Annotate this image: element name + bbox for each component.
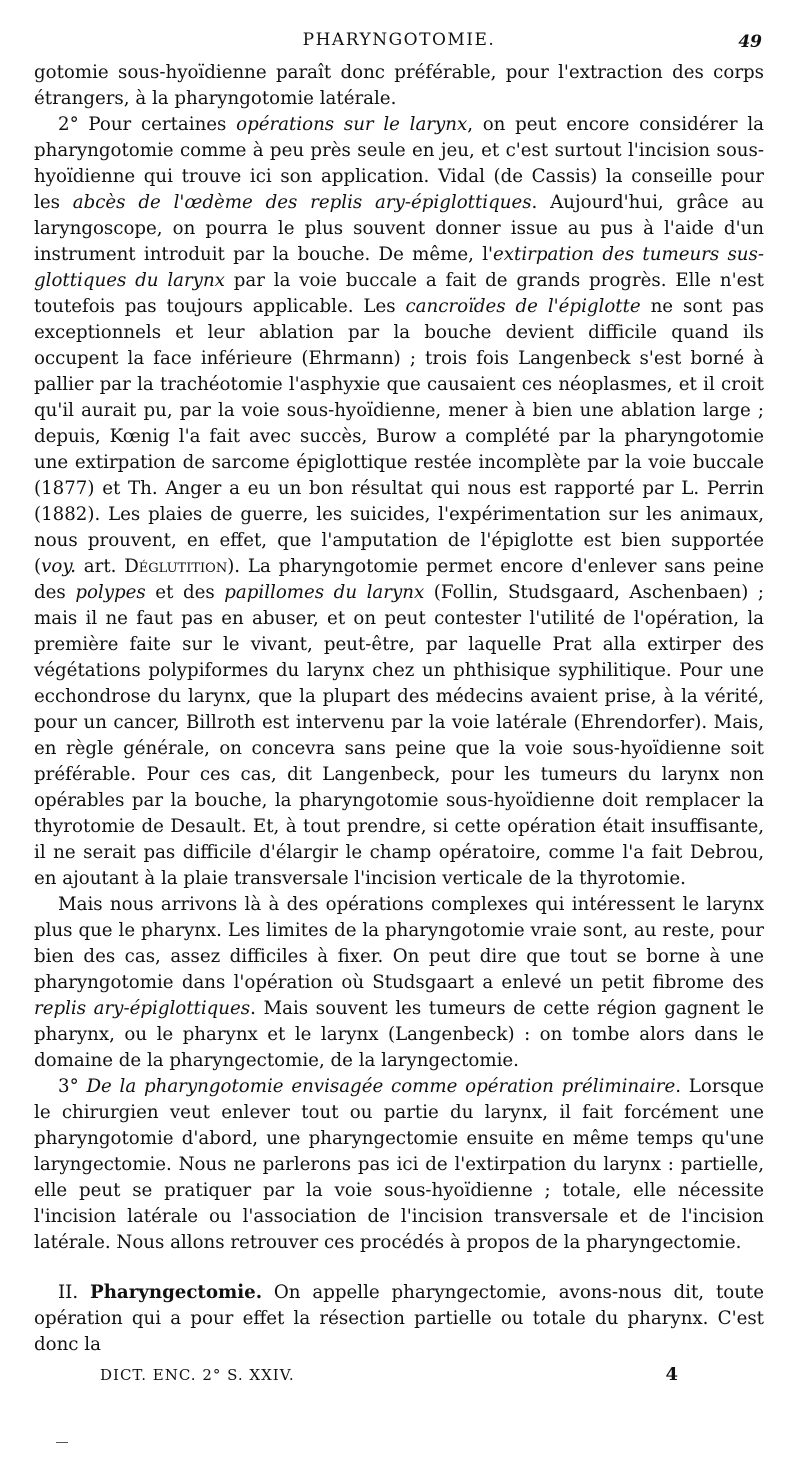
- text-run: II.: [58, 1282, 91, 1303]
- running-header: [36, 30, 762, 56]
- text-run: art.: [75, 556, 125, 577]
- text-run: par la voie buccale a fait de grands progrès. Elle n'est toutefois pas toujours applicable. Les: [34, 270, 764, 317]
- text-run: On appelle pharyngectomie, avons-nous dit, toute opération qui a pour effet la résection partielle ou totale du pharynx. C'est donc la: [34, 1282, 764, 1355]
- article-body: [34, 60, 764, 1358]
- text-run: cancroïdes de l'épiglotte: [405, 296, 641, 317]
- text-run: . Aujourd'hui, grâce au laryngoscope, on pourra le plus souvent donner issue au pus à l'aide d'un instrument introduit par la bouche. De même, l': [34, 192, 764, 265]
- signature-number: 4: [665, 1364, 678, 1385]
- text-run: gotomie sous-hyoïdienne paraît donc préférable, pour l'extraction des corps étrangers, à la pharyngotomie latérale.: [34, 62, 764, 109]
- paragraph: [34, 892, 764, 1074]
- paragraph: [34, 112, 764, 892]
- text-run: 2° Pour certaines: [58, 114, 237, 135]
- text-run: De la pharyngotomie envisagée comme opération préliminaire: [86, 1076, 676, 1097]
- page-mark: [56, 1442, 68, 1443]
- page-number: 49: [738, 32, 762, 52]
- paragraph: [34, 60, 764, 112]
- text-run: , on peut encore considérer la pharyngotomie comme à peu près seule en jeu, et c'est surtout l'incision sous-hyoïdienne qui trouve ici son application. Vidal (de Cassis) la conseille pour les: [34, 114, 765, 213]
- text-run: abcès de l'œdème des replis ary-épiglottiques: [72, 192, 532, 213]
- text-run: ). La pharyngotomie permet encore d'enlever sans peine des: [34, 556, 764, 603]
- text-run: (Follin, Studsgaard, Aschenbaen) ; mais il ne faut pas en abuser, et on peut contester l'utilité de l'opération, la première faite sur le vivant, peut-être, par laquelle Prat alla extirper des végétations polypiformes du larynx chez un phthisique syphilitique. Pour une ecchondrose du larynx, que la plupart des médecins avaient prise, à la vérité, pour un cancer, Billroth est intervenu par la voie latérale (Ehrendorfer). Mais, en règle générale, on concevra sans peine que la voie sous-hyoïdienne soit préférable. Pour ces cas, dit Langenbeck, pour les tumeurs du larynx non opérables par la bouche, la pharyngotomie sous-hyoïdienne doit remplacer la thyrotomie de Desault. Et, à tout prendre, si cette opération était insuffisante, il ne serait pas difficile d'élargir le champ opératoire, comme l'a fait Debrou, en ajoutant à la plaie transversale l'incision verticale de la thyrotomie.: [34, 582, 764, 889]
- running-title: PHARYNGOTOMIE.: [302, 30, 496, 50]
- paragraph: [34, 1280, 764, 1358]
- text-run: polypes: [75, 582, 146, 603]
- text-run: Déglutition: [124, 556, 228, 577]
- text-run: replis ary-épiglottiques: [34, 998, 251, 1019]
- paragraph: [34, 1074, 764, 1256]
- text-run: extirpation des tumeurs sus-glottiques du larynx: [34, 244, 764, 291]
- text-run: 3°: [58, 1076, 87, 1097]
- text-run: ne sont pas exceptionnels et leur ablation par la bouche devient difficile quand ils occupent la face inférieure (Ehrmann) ; trois fois Langenbeck s'est borné à pallier par la trachéotomie l'asphyxie que causaient ces néoplasmes, et il croit qu'il aurait pu, par la voie sous-hyoïdienne, mener à bien une ablation large ; depuis, Kœnig l'a fait avec succès, Burow a complété par la pharyngotomie une extirpation de sarcome épiglottique restée incomplète par la voie buccale (1877) et Th. Anger a eu un bon résultat qui nous est rapporté par L. Perrin (1882). Les plaies de guerre, les suicides, l'expérimentation sur les animaux, nous prouvent, en effet, que l'amputation de l'épiglotte est bien supportée (: [34, 296, 765, 577]
- text-run: . Mais souvent les tumeurs de cette région gagnent le pharynx, ou le pharynx et le larynx (Langenbeck) : on tombe alors dans le domaine de la pharyngectomie, de la laryngectomie.: [34, 998, 764, 1071]
- text-run: et des: [145, 582, 225, 603]
- text-run: opérations sur le larynx: [236, 114, 468, 135]
- text-run: Mais nous arrivons là à des opérations complexes qui intéressent le larynx plus que le pharynx. Les limites de la pharyngotomie vraie sont, au reste, pour bien des cas, assez difficiles à fixer. On peut dire que tout se borne à une pharyngotomie dans l'opération où Studsgaart a enlevé un petit fibrome des: [34, 894, 764, 993]
- signature-mark: DICT. ENC. 2° S. XXIV.: [100, 1366, 295, 1384]
- text-run: papillomes du larynx: [224, 582, 425, 603]
- text-run: . Lorsque le chirurgien veut enlever tout ou partie du larynx, il fait forcément une pharyngotomie d'abord, une pharyngectomie ensuite en même temps qu'une laryngectomie. Nous ne parlerons pas ici de l'extirpation du larynx : partielle, elle peut se pratiquer par la voie sous-hyoïdienne ; totale, elle nécessite l'incision latérale ou l'association de l'incision transversale et de l'incision latérale. Nous allons retrouver ces procédés à propos de la pharyngectomie.: [34, 1076, 764, 1253]
- footer-signature: [34, 1364, 762, 1390]
- text-run: voy.: [41, 556, 76, 577]
- text-run: Pharyngectomie.: [90, 1282, 263, 1303]
